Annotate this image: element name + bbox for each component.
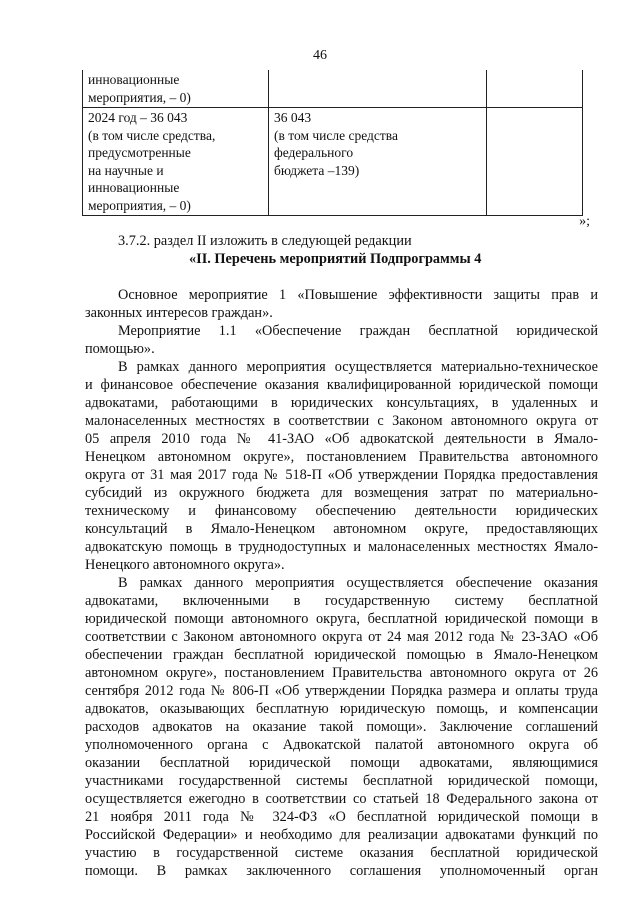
- paragraph-line: В рамках данного мероприятия осуществляется материально-техническое: [118, 359, 598, 375]
- budget-table: [82, 70, 583, 216]
- section-title: «II. Перечень мероприятий Подпрограммы 4: [189, 251, 482, 267]
- paragraph-line: автономном округе», постановлением Правительства автономного округа от 26: [85, 665, 598, 681]
- table-cell: 36 043 (в том числе средства федерального бюджета –139): [269, 108, 487, 216]
- paragraph-line: субсидий из окружного бюджета для возмещения затрат по материально-: [85, 485, 598, 501]
- paragraph-line: Основное мероприятие 1 «Повышение эффективности защиты прав и: [118, 287, 598, 303]
- paragraph-line: обеспечении граждан бесплатной юридической помощью в Ямало-Ненецком: [85, 647, 598, 663]
- paragraph-line: и финансовое обеспечение оказания квалифицированной юридической помощи: [85, 377, 598, 393]
- paragraph-line: помощи. В рамках заключенного соглашения уполномоченный орган: [85, 863, 598, 879]
- paragraph-line: участию в государственной системе оказания бесплатной юридической: [85, 845, 598, 861]
- table-cell: 2024 год – 36 043 (в том числе средства, предусмотренные на научные и инновационные мероприятия, – 0): [83, 108, 269, 216]
- paragraph-line: юридической помощи автономного округа, бесплатной юридической помощи в: [85, 611, 598, 627]
- paragraph-line: консультаций в Ямало-Ненецком автономном округе, предоставляющих: [85, 521, 598, 537]
- paragraph-line: Ненецком автономном округе», постановлением Правительства автономного: [85, 449, 598, 465]
- quote-end: »;: [579, 214, 590, 229]
- table-row: [83, 108, 583, 216]
- table-cell: [487, 70, 583, 108]
- paragraph-line: Ненецкого автономного округа».: [85, 557, 285, 573]
- paragraph-line: законных интересов граждан».: [85, 305, 273, 321]
- paragraph-line: техническому и финансовому обеспечению деятельности юридических: [85, 503, 598, 519]
- paragraph-line: 05 апреля 2010 года № 41-ЗАО «Об адвокатской деятельности в Ямало-: [85, 431, 598, 447]
- paragraph-line: округа от 31 мая 2017 года № 518-П «Об утверждении Порядка предоставления: [85, 467, 598, 483]
- paragraph-line: В рамках данного мероприятия осуществляется обеспечение оказания: [118, 575, 598, 591]
- paragraph-line: адвокатов, оказывающих бесплатную юридическую помощь, и компенсации: [85, 701, 598, 717]
- table-row: [83, 70, 583, 108]
- paragraph-line: помощью».: [85, 341, 155, 357]
- paragraph-line: участниками государственной системы бесплатной юридической помощи,: [85, 773, 598, 789]
- section-intro: 3.7.2. раздел II изложить в следующей редакции: [118, 233, 412, 249]
- paragraph-line: сентября 2012 года № 806-П «Об утверждении Порядка размера и оплаты труда: [85, 683, 598, 699]
- table-cell: [487, 108, 583, 216]
- paragraph-line: оказании бесплатной юридической помощи адвокатами, являющимися: [85, 755, 598, 771]
- paragraph-line: уполномоченного органа с Адвокатской палатой автономного округа об: [85, 737, 598, 753]
- paragraph-line: адвокатами, работающими в юридических консультациях, в удаленных и: [85, 395, 598, 411]
- table-cell: [269, 70, 487, 108]
- table-cell: инновационные мероприятия, – 0): [83, 70, 269, 108]
- paragraph-line: соответствии с Законом автономного округа от 24 мая 2012 года № 23-ЗАО «Об: [85, 629, 598, 645]
- paragraph-line: Российской Федерации» и необходимо для реализации адвокатами функций по: [85, 827, 598, 843]
- paragraph-line: осуществляется ежегодно в соответствии со статьей 18 Федерального закона от: [85, 791, 598, 807]
- paragraph-line: малонаселенных местностях в соответствии с Законом автономного округа от: [85, 413, 598, 429]
- paragraph-line: адвокатами, включенными в государственную систему бесплатной: [85, 593, 598, 609]
- page-number: 46: [313, 48, 327, 63]
- paragraph-line: Мероприятие 1.1 «Обеспечение граждан бесплатной юридической: [118, 323, 598, 339]
- paragraph-line: расходов адвокатов на оказание такой помощи». Заключение соглашений: [85, 719, 598, 735]
- paragraph-line: 21 ноября 2011 года № 324-ФЗ «О бесплатной юридической помощи в: [85, 809, 598, 825]
- paragraph-line: адвокатскую помощь в труднодоступных и малонаселенных местностях Ямало-: [85, 539, 598, 555]
